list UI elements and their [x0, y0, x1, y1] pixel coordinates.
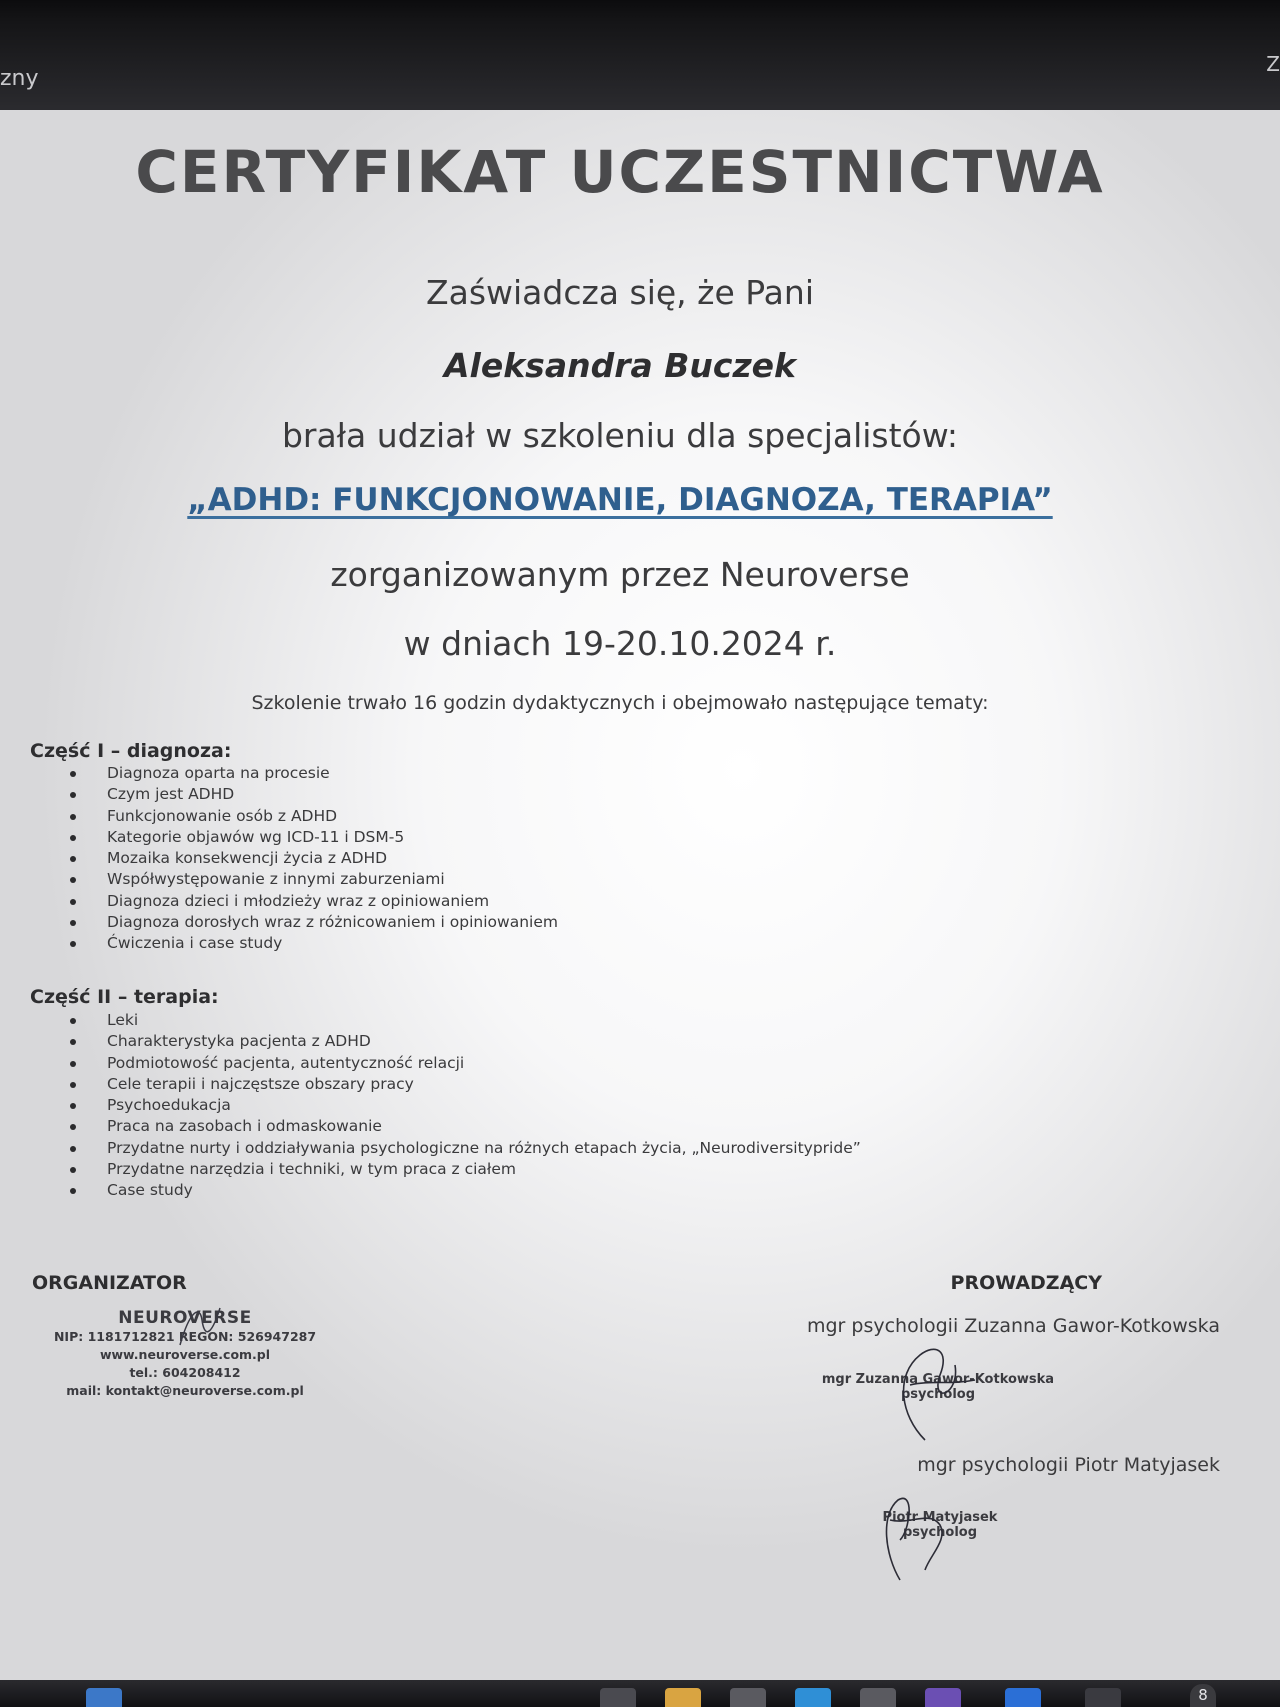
course-title: [0, 482, 1240, 518]
part1-title: Część I – diagnoza:: [30, 740, 232, 762]
list-item: Charakterystyka pacjenta z ADHD: [70, 1031, 861, 1052]
taskbar: [0, 1680, 1280, 1707]
organizer-website: www.neuroverse.com.pl: [99, 1347, 271, 1362]
leader-1-stamp-name: mgr Zuzanna Gawor-Kotkowska: [821, 1372, 1055, 1387]
folder-icon[interactable]: [665, 1688, 701, 1707]
organizer-ids: NIP: 1181712821 REGON: 526947287: [53, 1329, 317, 1344]
list-item: Przydatne nurty i oddziaływania psychologiczne na różnych etapach życia, „Neurodiversitypride”: [70, 1138, 861, 1159]
taskbar-app-icon[interactable]: [860, 1688, 896, 1707]
certificate-page: [0, 110, 1280, 1680]
leader-1-stamp-role: psycholog: [900, 1387, 976, 1402]
part2-title: Część II – terapia:: [30, 986, 219, 1008]
leader-1-name: mgr psychologii Zuzanna Gawor-Kotkowska: [806, 1315, 1220, 1337]
course-dates: w dniach 19-20.10.2024 r.: [403, 624, 837, 663]
leader-1-signature: [880, 1335, 980, 1445]
list-item: Mozaika konsekwencji życia z ADHD: [70, 848, 558, 869]
browser-right-fragment: Z: [1266, 52, 1280, 76]
participant-name: Aleksandra Buczek: [444, 346, 796, 385]
list-item: Czym jest ADHD: [70, 784, 558, 805]
course-duration: Szkolenie trwało 16 godzin dydaktycznych i obejmowało następujące tematy:: [251, 692, 989, 714]
taskbar-app-icon[interactable]: [1085, 1688, 1121, 1707]
list-item: Kategorie objawów wg ICD-11 i DSM-5: [70, 827, 558, 848]
leaders-label: PROWADZĄCY: [950, 1272, 1102, 1294]
notification-badge[interactable]: 8: [1190, 1684, 1216, 1707]
browser-chrome: [0, 0, 1280, 112]
organizer-brand: NEUROVERSE: [118, 1308, 252, 1328]
list-item: Funkcjonowanie osób z ADHD: [70, 806, 558, 827]
organizer-line: zorganizowanym przez Neuroverse: [330, 555, 910, 594]
browser-icon[interactable]: [795, 1688, 831, 1707]
list-item: Leki: [70, 1010, 861, 1031]
list-item: Diagnoza dorosłych wraz z różnicowaniem i opiniowaniem: [70, 912, 558, 933]
list-item: Przydatne narzędzia i techniki, w tym praca z ciałem: [70, 1159, 861, 1180]
taskbar-app-icon[interactable]: [600, 1688, 636, 1707]
list-item: Współwystępowanie z innymi zaburzeniami: [70, 869, 558, 890]
list-item: Podmiotowość pacjenta, autentyczność relacji: [70, 1053, 861, 1074]
course-title-text: „ADHD: FUNKCJONOWANIE, DIAGNOZA, TERAPIA”: [187, 482, 1053, 518]
start-icon[interactable]: [86, 1688, 122, 1707]
leader-2-signature: [870, 1485, 970, 1585]
list-item: Case study: [70, 1180, 861, 1201]
leader-2-name: mgr psychologii Piotr Matyjasek: [917, 1454, 1220, 1476]
list-item: Diagnoza oparta na procesie: [70, 763, 558, 784]
participation-line: brała udział w szkoleniu dla specjalistów:: [281, 416, 959, 455]
part1-topic-list: [70, 763, 558, 955]
organizer-email: mail: kontakt@neuroverse.com.pl: [66, 1383, 304, 1398]
list-item: Diagnoza dzieci i młodzieży wraz z opiniowaniem: [70, 891, 558, 912]
list-item: Praca na zasobach i odmaskowanie: [70, 1116, 861, 1137]
leader-2-stamp-name: Piotr Matyjasek: [882, 1510, 998, 1525]
mail-icon[interactable]: [1005, 1688, 1041, 1707]
taskbar-app-icon[interactable]: [730, 1688, 766, 1707]
taskbar-app-icon[interactable]: [925, 1688, 961, 1707]
organizer-signature: [170, 1300, 230, 1350]
browser-tab-fragment[interactable]: zny: [0, 66, 39, 91]
certificate-title: CERTYFIKAT UCZESTNICTWA: [135, 138, 1105, 206]
list-item: Ćwiczenia i case study: [70, 933, 558, 954]
leader-2-stamp-role: psycholog: [902, 1525, 978, 1540]
attestation-line: Zaświadcza się, że Pani: [425, 273, 814, 312]
organizer-label: ORGANIZATOR: [32, 1272, 187, 1294]
organizer-phone: tel.: 604208412: [129, 1365, 241, 1380]
list-item: Cele terapii i najczęstsze obszary pracy: [70, 1074, 861, 1095]
part2-topic-list: [70, 1010, 861, 1202]
list-item: Psychoedukacja: [70, 1095, 861, 1116]
